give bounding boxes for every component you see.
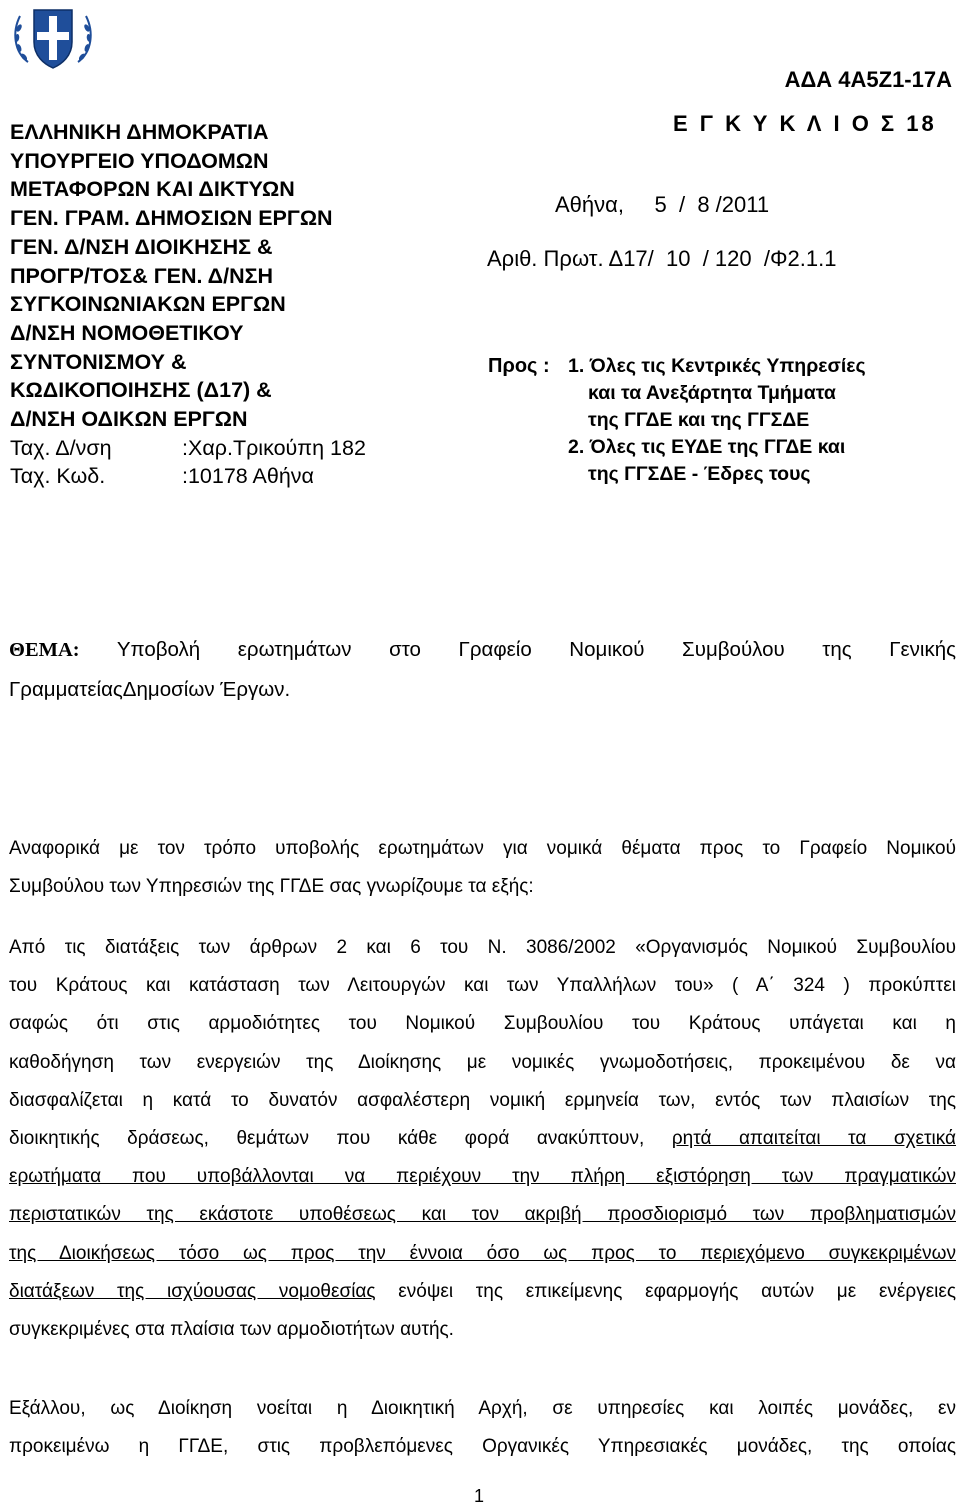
subject-text: Υποβολή ερωτημάτων στο Γραφείο Νομικού Συμβούλου της Γενικής <box>116 638 957 661</box>
subject-line-1 <box>9 630 956 670</box>
postcode-label: Ταχ. Κωδ. <box>10 464 106 489</box>
recipient-line: 2. Όλες τις ΕΥΔΕ της ΓΓΔΕ και <box>568 436 846 458</box>
recipient-item-2 <box>568 434 845 488</box>
authority-line: ΚΩΔΙΚΟΠΟΙΗΣΗΣ (Δ17) & <box>10 378 272 403</box>
authority-line: ΕΛΛΗΝΙΚΗ ΔΗΜΟΚΡΑΤΙΑ <box>10 120 269 144</box>
paragraph-line: σαφώς ότι στις αρμοδιότητες του Νομικού Συμβουλίου του Κράτους υπάγεται και η <box>9 1013 956 1035</box>
page-number: 1 <box>474 1486 485 1506</box>
plain-text: ενόψει της επικείμενης εφαρμογής αυτών με ενέργειες <box>398 1280 957 1302</box>
paragraph-line: Συμβούλου των Υπηρεσιών της ΓΓΔΕ σας γνωρίζουμε τα εξής: <box>9 876 534 898</box>
document-date: Αθήνα, 5 / 8 /2011 <box>555 192 770 217</box>
paragraph-line <box>9 1120 956 1158</box>
postal-address-label: Ταχ. Δ/νση <box>10 435 112 460</box>
paragraph-legal-basis <box>9 929 956 1349</box>
greek-coat-of-arms-icon <box>8 2 98 74</box>
authority-line: ΣΥΓΚΟΙΝΩΝΙΑΚΩΝ ΕΡΓΩΝ <box>10 292 286 317</box>
authority-line: ΜΕΤΑΦΟΡΩΝ ΚΑΙ ΔΙΚΤΥΩΝ <box>10 177 295 202</box>
postal-address-value: :Χαρ.Τρικούπη 182 <box>182 435 366 460</box>
subject-label: ΘΕΜΑ: <box>9 639 80 661</box>
paragraph-line: Εξάλλου, ως Διοίκηση νοείται η Διοικητική Αρχή, σε υπηρεσίες και λοιπές μονάδες, εν <box>9 1398 956 1419</box>
ada-code: ΑΔΑ 4Α5Ζ1-17Α <box>784 67 952 92</box>
paragraph-administration-definition <box>9 1390 956 1466</box>
underlined-text: ρητά απαιτείται τα σχετικά <box>671 1127 957 1149</box>
authority-line: ΠΡΟΓΡ/ΤΟΣ& ΓΕΝ. Δ/ΝΣΗ <box>10 263 274 288</box>
protocol-number: Αριθ. Πρωτ. Δ17/ 10 / 120 /Φ2.1.1 <box>487 246 837 271</box>
recipient-item-1 <box>568 353 866 434</box>
recipients-label: Προς : <box>488 355 550 377</box>
postal-address-row <box>10 434 430 463</box>
paragraph-line <box>9 1273 956 1311</box>
subject-line-2: ΓραμματείαςΔημοσίων Έργων. <box>9 678 291 701</box>
authority-line: ΣΥΝΤΟΝΙΣΜΟΥ & <box>10 349 187 374</box>
authority-line: Δ/ΝΣΗ ΟΔΙΚΩΝ ΕΡΓΩΝ <box>10 407 248 432</box>
postcode-row <box>10 462 430 491</box>
paragraph-line: Αναφορικά με τον τρόπο υποβολής ερωτημάτων για νομικά θέματα προς το Γραφείο Νομικού <box>9 838 956 859</box>
authority-line: ΥΠΟΥΡΓΕΙΟ ΥΠΟΔΟΜΩΝ <box>10 148 269 173</box>
paragraph-intro <box>9 830 956 906</box>
subject-block <box>9 630 956 709</box>
underlined-paragraph-line: της Διοικήσεως τόσο ως προς την έννοια όσο ως προς το περιεχόμενο συγκεκριμένων <box>9 1242 956 1264</box>
underlined-text: διατάξεων της ισχύουσας νομοθεσίας <box>9 1280 376 1302</box>
issuing-authority-block <box>10 118 430 491</box>
recipient-line: και τα Ανεξάρτητα Τμήματα <box>588 382 836 404</box>
authority-line: ΓΕΝ. ΓΡΑΜ. ΔΗΜΟΣΙΩΝ ΕΡΓΩΝ <box>10 206 333 231</box>
recipient-line: 1. Όλες τις Κεντρικές Υπηρεσίες <box>568 355 866 377</box>
recipient-line: της ΓΓΣΔΕ - Έδρες τους <box>588 463 811 485</box>
paragraph-line: διασφαλίζεται η κατά το δυνατόν ασφαλέστερη νομική ερμηνεία των, εντός των πλαισίων της <box>9 1089 956 1111</box>
recipient-line: της ΓΓΔΕ και της ΓΓΣΔΕ <box>588 409 810 431</box>
plain-text: διοικητικής δράσεως, θεμάτων που κάθε φορά ανακύπτουν, <box>9 1127 645 1149</box>
underlined-paragraph-line: περιστατικών της εκάστοτε υποθέσεως και τον ακριβή προσδιορισμό των προβληματισμών <box>9 1204 956 1226</box>
authority-line: Δ/ΝΣΗ ΝΟΜΟΘΕΤΙΚΟΥ <box>10 320 244 345</box>
paragraph-line: προκειμένω η ΓΓΔΕ, στις προβλεπόμενες Οργανικές Υπηρεσιακές μονάδες, της οποίας <box>9 1436 956 1458</box>
circular-title: Ε Γ Κ Υ Κ Λ Ι Ο Σ 18 <box>673 111 937 136</box>
paragraph-line: του Κράτους και κατάσταση των Λειτουργών και των Υπαλλήλων του» ( Α΄ 324 ) προκύπτει <box>9 975 956 997</box>
underlined-paragraph-line: ερωτήματα που υποβάλλονται να περιέχουν την πλήρη εξιστόρηση των πραγματικών <box>9 1166 956 1188</box>
paragraph-line: καθοδήγηση των ενεργειών της Διοίκησης με νομικές γνωμοδοτήσεις, προκειμένου δε να <box>9 1051 956 1073</box>
authority-line: ΓΕΝ. Δ/ΝΣΗ ΔΙΟΙΚΗΣΗΣ & <box>10 234 273 259</box>
postcode-value: :10178 Αθήνα <box>182 464 314 489</box>
paragraph-line: Από τις διατάξεις των άρθρων 2 και 6 του Ν. 3086/2002 «Οργανισμός Νομικού Συμβουλίου <box>9 937 956 958</box>
paragraph-line: συγκεκριμένες στα πλαίσια των αρμοδιοτήτων αυτής. <box>9 1318 454 1340</box>
